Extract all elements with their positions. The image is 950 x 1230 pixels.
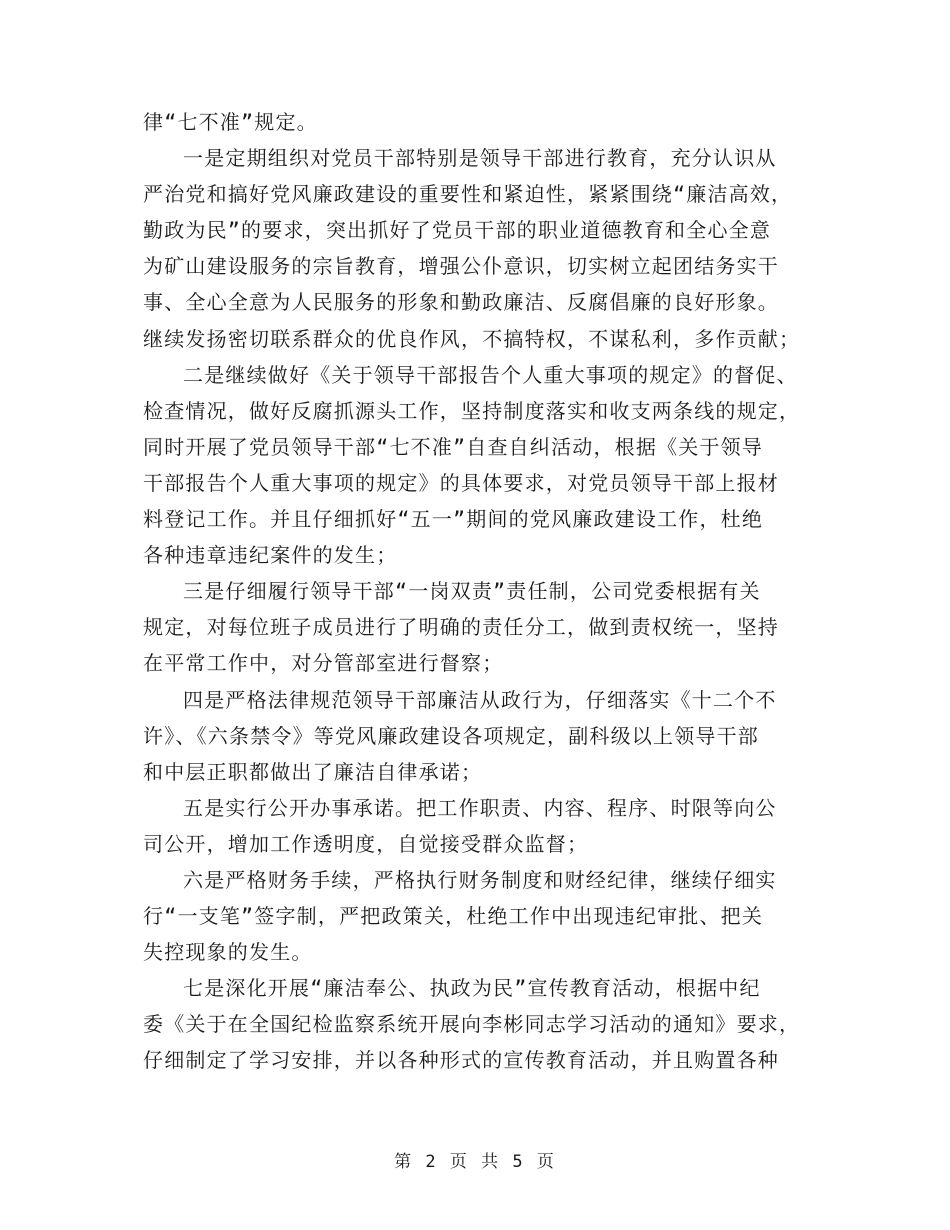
text-line: 行“一支笔”签字制，严把政策关，杜绝工作中出现违纪审批、把关 xyxy=(143,904,764,929)
paragraph-start-line: 一是定期组织对党员干部特别是领导干部进行教育，充分认识从 xyxy=(183,146,777,171)
text-line: 检查情况，做好反腐抓源头工作，坚持制度落实和收支两条线的规定， xyxy=(143,398,801,423)
text-line: 和中层正职都做出了廉洁自律承诺； xyxy=(143,759,483,784)
text-line: 失控现象的发生。 xyxy=(143,940,313,965)
text-line: 事、全心全意为人民服务的形象和勤政廉洁、反腐倡廉的良好形象。 xyxy=(143,290,779,315)
text-line: 在平常工作中，对分管部室进行督察； xyxy=(143,651,504,676)
paragraph-start-line: 六是严格财务手续，严格执行财务制度和财经纪律，继续仔细实 xyxy=(183,867,777,892)
text-line: 司公开，增加工作透明度，自觉接受群众监督； xyxy=(143,831,589,856)
paragraph-start-line: 三是仔细履行领导干部“一岗双责”责任制，公司党委根据有关 xyxy=(183,579,761,604)
text-line: 同时开展了党员领导干部“七不准”自查自纠活动，根据《关于领导 xyxy=(143,434,764,459)
paragraph-start-line: 五是实行公开办事承诺。把工作职责、内容、程序、时限等向公 xyxy=(183,795,777,820)
text-line: 勤政为民”的要求，突出抓好了党员干部的职业道德教育和全心全意 xyxy=(143,218,772,243)
text-line: 各种违章违纪案件的发生； xyxy=(143,543,398,568)
paragraph-start-line: 四是严格法律规范领导干部廉洁从政行为，仔细落实《十二个不 xyxy=(183,687,777,712)
paragraph-start-line: 二是继续做好《关于领导干部报告个人重大事项的规定》的督促、 xyxy=(183,362,798,387)
text-line: 干部报告个人重大事项的规定》的具体要求，对党员领导干部上报材 xyxy=(143,470,779,495)
document-body xyxy=(143,104,808,1079)
page-number-footer: 第 2 页 共 5 页 xyxy=(394,1152,556,1172)
text-line: 许》、《六条禁令》等党风廉政建设各项规定，副科级以上领导干部 xyxy=(143,723,759,748)
text-line: 为矿山建设服务的宗旨教育，增强公仆意识，切实树立起团结务实干 xyxy=(143,254,779,279)
text-line: 料登记工作。并且仔细抓好“五一”期间的党风廉政建设工作，杜绝 xyxy=(143,507,764,532)
text-line: 律“七不准”规定。 xyxy=(143,110,318,134)
text-line: 严治党和搞好党风廉政建设的重要性和紧迫性，紧紧围绕“廉洁高效， xyxy=(143,182,793,207)
text-line: 规定，对每位班子成员进行了明确的责任分工，做到责权统一，坚持 xyxy=(143,615,779,640)
paragraph-start-line: 七是深化开展“廉洁奉公、执政为民”宣传教育活动，根据中纪 xyxy=(183,976,761,1001)
text-line: 继续发扬密切联系群众的优良作风，不搞特权，不谋私利，多作贡献； xyxy=(143,326,801,351)
text-line: 仔细制定了学习安排，并以各种形式的宣传教育活动，并且购置各种 xyxy=(143,1048,779,1073)
text-line: 委《关于在全国纪检监察系统开展向李彬同志学习活动的通知》要求， xyxy=(143,1012,801,1037)
